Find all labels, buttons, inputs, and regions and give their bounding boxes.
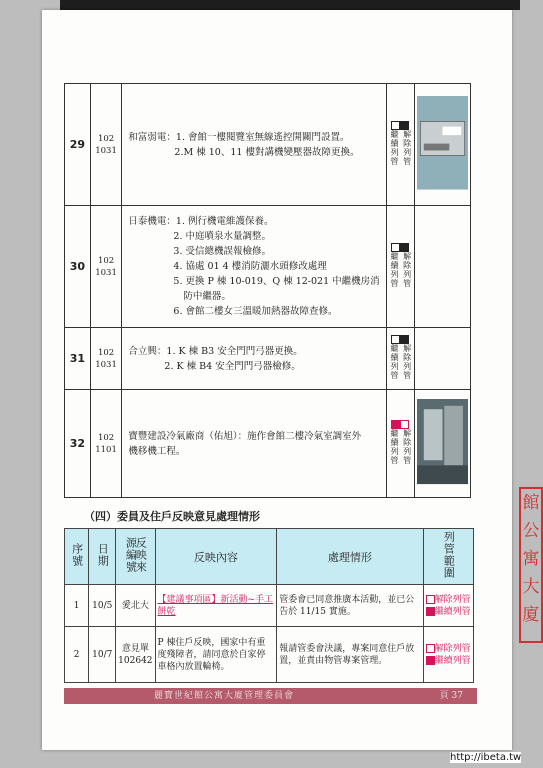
header-track: 列管範圍: [423, 529, 473, 585]
row-date: 102 1101: [90, 390, 122, 498]
ac-unit-photo: [414, 390, 470, 498]
power-supply-photo: [414, 84, 470, 206]
watermark-url: http://ibeta.tw: [450, 752, 522, 763]
table-row: [65, 328, 471, 390]
fb-content: P 棟住戶反映，國家中有重度殘障者，請同意於自家停車格內放置輪椅。: [155, 627, 277, 683]
fb-track-options[interactable]: 解除列管 繼續列管: [423, 585, 473, 627]
fb-no: 2: [65, 627, 89, 683]
table-header: [65, 529, 474, 585]
empty-photo-cell: [414, 328, 470, 390]
checkbox-icon: [400, 121, 409, 130]
row-description: 寶豐建設冷氣廠商（佑旭）：施作會館二樓冷氣室調室外 機移機工程。: [122, 390, 386, 498]
fb-date: 10/7: [89, 627, 116, 683]
checkbox-icon: [426, 644, 435, 653]
row-number: 30: [65, 206, 91, 328]
table-row: [65, 206, 471, 328]
scan-edge-top: [60, 0, 520, 10]
row-number: 32: [65, 390, 91, 498]
checkbox-icon: [391, 243, 400, 252]
row-number: 29: [65, 84, 91, 206]
fb-track-options[interactable]: 解除列管 繼續列管: [423, 627, 473, 683]
fb-source: 意見單 102642: [116, 627, 155, 683]
row-date: 102 1031: [90, 328, 122, 390]
row-description: 合立興：1. K 棟 B3 安全門門弓器更換。 2. K 棟 B4 安全門門弓器檢修。: [122, 328, 386, 390]
checkbox-icon: [400, 243, 409, 252]
checkbox-icon: [391, 335, 400, 344]
table-row: [65, 84, 471, 206]
feedback-table: [64, 528, 474, 683]
section-title: （四）委員及住戶反映意見處理情形: [84, 510, 260, 523]
empty-photo-cell: [414, 206, 470, 328]
checkbox-icon: [400, 335, 409, 344]
status-checkbox[interactable]: 繼續列管 解除列管: [386, 206, 414, 328]
row-description: 和富弱電：1. 會館一樓閱覽室無線遙控開關門設置。 2.M 棟 10、11 樓對講機變壓器故障更換。: [122, 84, 386, 206]
row-date: 102 1031: [90, 84, 122, 206]
fb-no: 1: [65, 585, 89, 627]
header-date: 日期: [89, 529, 116, 585]
status-checkbox[interactable]: 繼續列管 解除列管: [386, 390, 414, 498]
maintenance-log-table: [64, 83, 471, 498]
checkbox-icon: [400, 420, 409, 429]
fb-handling: 報請管委會決議，專案同意住戶放置，並責由物管專案管理。: [277, 627, 423, 683]
fb-date: 10/5: [89, 585, 116, 627]
fb-source: 愛北大: [116, 585, 155, 627]
header-source: 反映來源編號: [116, 529, 155, 585]
checkbox-icon: [426, 607, 435, 616]
table-row: [65, 390, 471, 498]
fb-content-link[interactable]: 【建議事項區】新活動~手工餅乾: [155, 585, 277, 627]
row-date: 102 1031: [90, 206, 122, 328]
footer-title: 麗寶世紀館公寓大廈管理委員會: [154, 691, 295, 701]
table-row: [65, 585, 474, 627]
row-number: 31: [65, 328, 91, 390]
status-checkbox[interactable]: 繼續列管 解除列管: [386, 328, 414, 390]
header-handling: 處理情形: [277, 529, 423, 585]
header-no: 序號: [65, 529, 89, 585]
red-seal-stamp: 館公寓大廈: [519, 487, 543, 643]
status-checkbox[interactable]: 繼續列管 解除列管: [386, 84, 414, 206]
header-content: 反映內容: [155, 529, 277, 585]
checkbox-icon: [391, 121, 400, 130]
row-description: 日泰機電：1. 例行機電維護保養。 2. 中庭噴泉水量調整。 3. 受信總機誤報檢修。 4. 協處 01 4 樓消防灑水頭修改處理 5. 更換 P 棟 10-019、Q 棟 12-021 中繼機房消 防中繼器。 6. 會館二樓女三溫暖加熱器故障查修。: [122, 206, 386, 328]
table-row: [65, 627, 474, 683]
checkbox-icon: [426, 656, 435, 665]
checkbox-icon: [391, 420, 400, 429]
page-footer: [64, 688, 477, 704]
checkbox-icon: [426, 595, 435, 604]
page-number: 頁 37: [439, 691, 463, 701]
fb-handling: 管委會已同意推廣本活動，並已公告於 11/15 實施。: [277, 585, 423, 627]
